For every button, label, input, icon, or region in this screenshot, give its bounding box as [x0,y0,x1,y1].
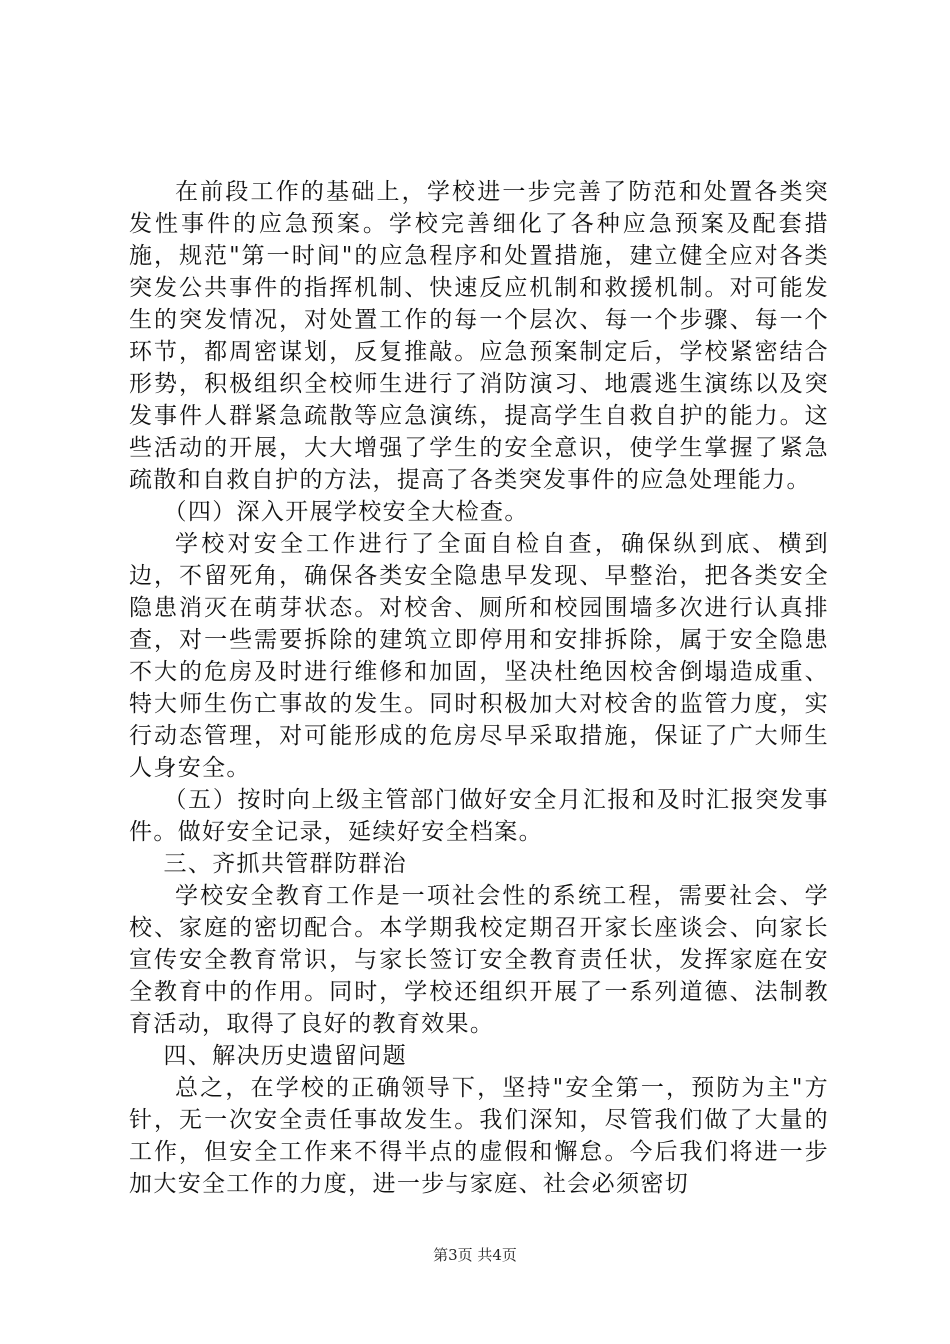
paragraph-summary: 总之，在学校的正确领导下，坚持"安全第一，预防为主"方针，无一次安全责任事故发生。我们深知，尽管我们做了大量的工作，但安全工作来不得半点的虚假和懈怠。今后我们将进一步加大安全工作的力度，进一步与家庭、社会必须密切 [129,1075,829,1197]
heading-legacy-issues: 四、解决历史遗留问题 [163,1043,407,1069]
document-body [129,176,829,1200]
page-number-footer: 第3页 共4页 [433,1246,517,1264]
paragraph-monthly-report: （五）按时向上级主管部门做好安全月汇报和及时汇报突发事件。做好安全记录，延续好安全档案。 [129,787,829,845]
paragraph-joint-management: 学校安全教育工作是一项社会性的系统工程，需要社会、学校、家庭的密切配合。本学期我校定期召开家长座谈会、向家长宣传安全教育常识，与家长签订安全教育责任状，发挥家庭在安全教育中的作用。同时，学校还组织开展了一系列道德、法制教育活动，取得了良好的教育效果。 [129,883,829,1037]
heading-safety-inspection: （四）深入开展学校安全大检查。 [163,499,529,525]
paragraph-emergency-plan: 在前段工作的基础上，学校进一步完善了防范和处置各类突发性事件的应急预案。学校完善细化了各种应急预案及配套措施，规范"第一时间"的应急程序和处置措施，建立健全应对各类突发公共事件的指挥机制、快速反应机制和救援机制。对可能发生的突发情况，对处置工作的每一个层次、每一个步骤、每一个环节，都周密谋划，反复推敲。应急预案制定后，学校紧密结合形势，积极组织全校师生进行了消防演习、地震逃生演练以及突发事件人群紧急疏散等应急演练，提高学生自救自护的能力。这些活动的开展，大大增强了学生的安全意识，使学生掌握了紧急疏散和自救自护的方法，提高了各类突发事件的应急处理能力。 [129,179,829,493]
heading-joint-management: 三、齐抓共管群防群治 [163,851,407,877]
paragraph-safety-inspection: 学校对安全工作进行了全面自检自查，确保纵到底、横到边，不留死角，确保各类安全隐患早发现、早整治，把各类安全隐患消灭在萌芽状态。对校舍、厕所和校园围墙多次进行认真排查，对一些需要拆除的建筑立即停用和安排拆除，属于安全隐患不大的危房及时进行维修和加固，坚决杜绝因校舍倒塌造成重、特大师生伤亡事故的发生。同时积极加大对校舍的监管力度，实行动态管理，对可能形成的危房尽早采取措施，保证了广大师生人身安全。 [129,531,829,781]
